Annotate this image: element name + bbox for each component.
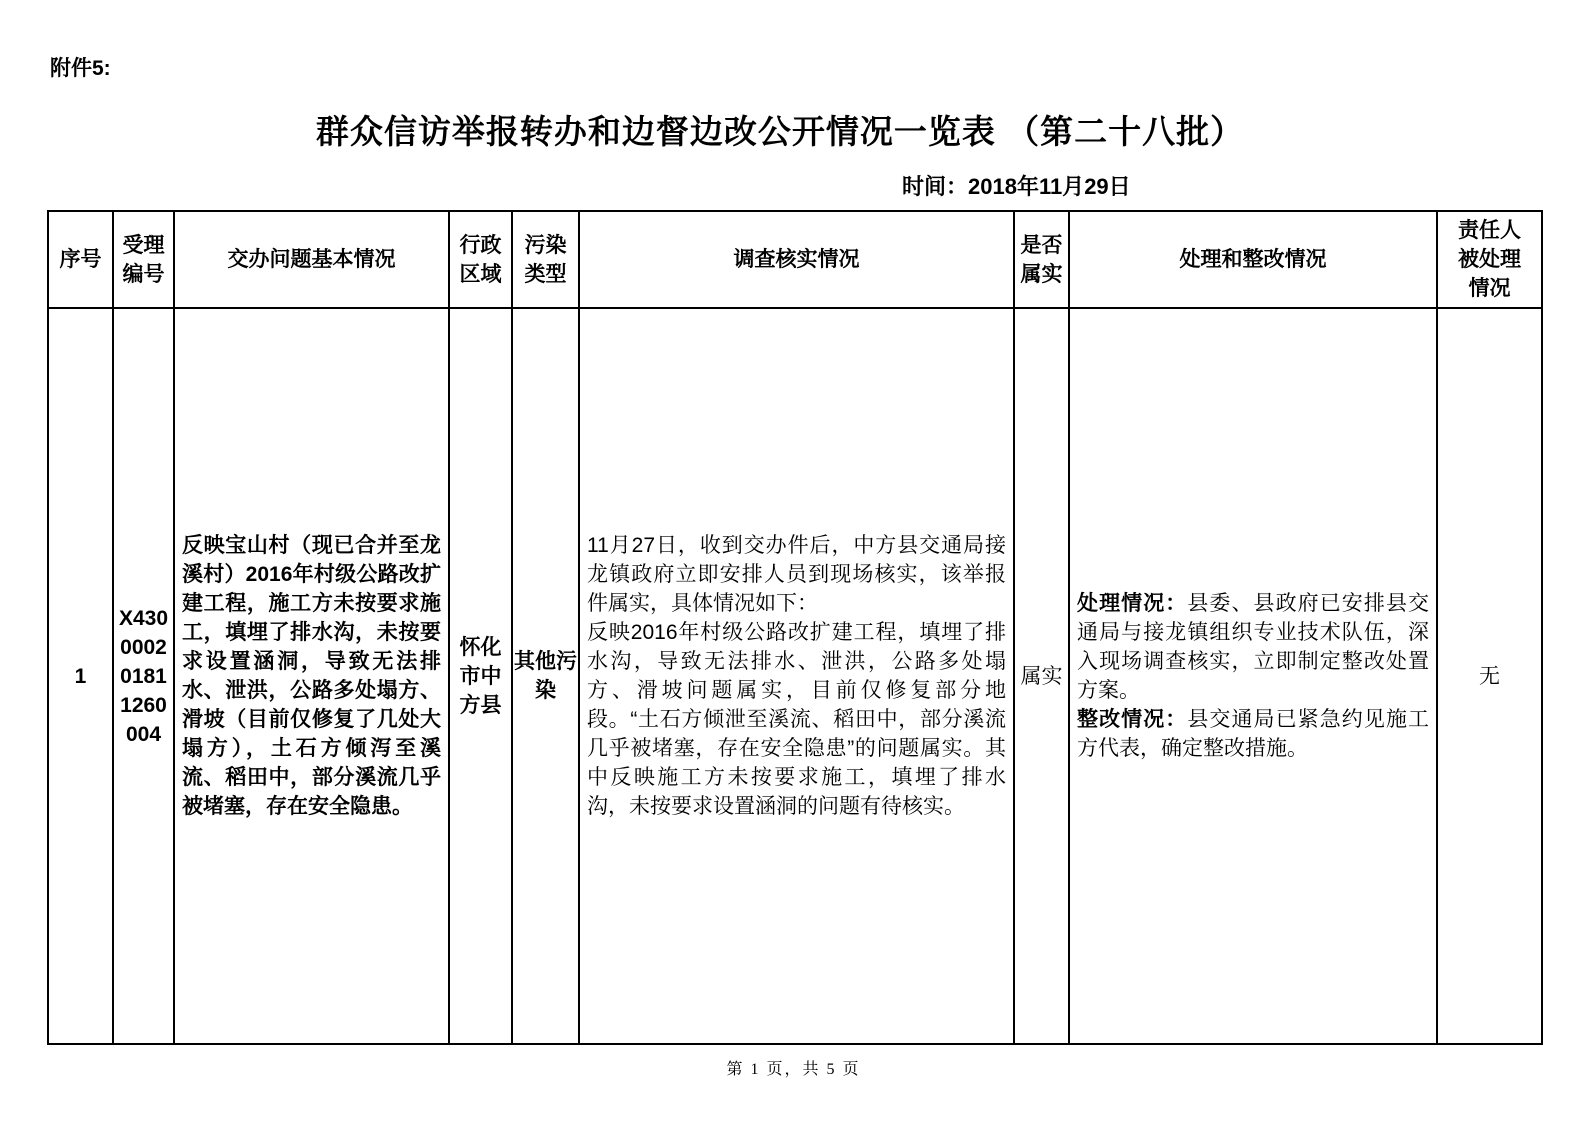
cell-case-number: X430000201811260004 (113, 308, 174, 1044)
handling-paragraph (1077, 589, 1429, 705)
page-number: 第 1 页，共 5 页 (726, 1061, 861, 1078)
cell-responsible: 无 (1437, 308, 1542, 1044)
col-header-investigation: 调查核实情况 (579, 211, 1014, 308)
col-header-index: 序号 (48, 211, 113, 308)
cell-verified: 属实 (1014, 308, 1069, 1044)
investigation-paragraph-1: 11月27日，收到交办件后，中方县交通局接龙镇政府立即安排人员到现场核实，该举报件属实，具体情况如下： (587, 534, 1006, 615)
col-header-responsible-label: 责任人被处理情况 (1458, 219, 1521, 300)
col-header-region: 行政区域 (449, 211, 512, 308)
handling-label: 处理情况： (1077, 592, 1188, 615)
attachment-label: 附件5: (50, 57, 111, 80)
table-row (48, 308, 1542, 1044)
cell-investigation (579, 308, 1014, 1044)
cell-handling (1069, 308, 1437, 1044)
cell-problem: 反映宝山村（现已合并至龙溪村）2016年村级公路改扩建工程，施工方未按要求施工，填埋了排水沟，未按要求设置涵洞，导致无法排水、泄洪，公路多处塌方、滑坡（目前仅修复了几处大塌方），土石方倾泻至溪流、稻田中，部分溪流几乎被堵塞，存在安全隐患。 (174, 308, 449, 1044)
col-header-handling: 处理和整改情况 (1069, 211, 1437, 308)
col-header-verified: 是否属实 (1014, 211, 1069, 308)
cell-pollution-type: 其他污染 (512, 308, 579, 1044)
rectification-text: 县交通局已紧急约见施工方代表，确定整改措施。 (1077, 708, 1430, 760)
col-header-responsible (1437, 211, 1542, 308)
header-row (48, 211, 1542, 308)
cell-index: 1 (48, 308, 113, 1044)
date-line: 时间：2018年11月29日 (902, 174, 1131, 199)
page-title: 群众信访举报转办和边督边改公开情况一览表 （第二十八批） (315, 113, 1245, 150)
col-header-problem: 交办问题基本情况 (174, 211, 449, 308)
handling-text: 县委、县政府已安排县交通局与接龙镇组织专业技术队伍，深入现场调查核实，立即制定整改处置方案。 (1077, 592, 1430, 702)
col-header-case-number: 受理编号 (113, 211, 174, 308)
rectification-paragraph (1077, 705, 1429, 763)
col-header-pollution-type: 污染类型 (512, 211, 579, 308)
cell-region: 怀化市中方县 (449, 308, 512, 1044)
rectification-label: 整改情况： (1077, 708, 1188, 731)
complaints-table (47, 210, 1543, 1045)
investigation-paragraph-2: 反映2016年村级公路改扩建工程，填埋了排水沟，导致无法排水、泄洪，公路多处塌方、滑坡问题属实，目前仅修复部分地段。“土石方倾泄至溪流、稻田中，部分溪流几乎被堵塞，存在安全隐患”的问题属实。其中反映施工方未按要求施工，填埋了排水沟，未按要求设置涵洞的问题有待核实。 (587, 621, 1006, 818)
